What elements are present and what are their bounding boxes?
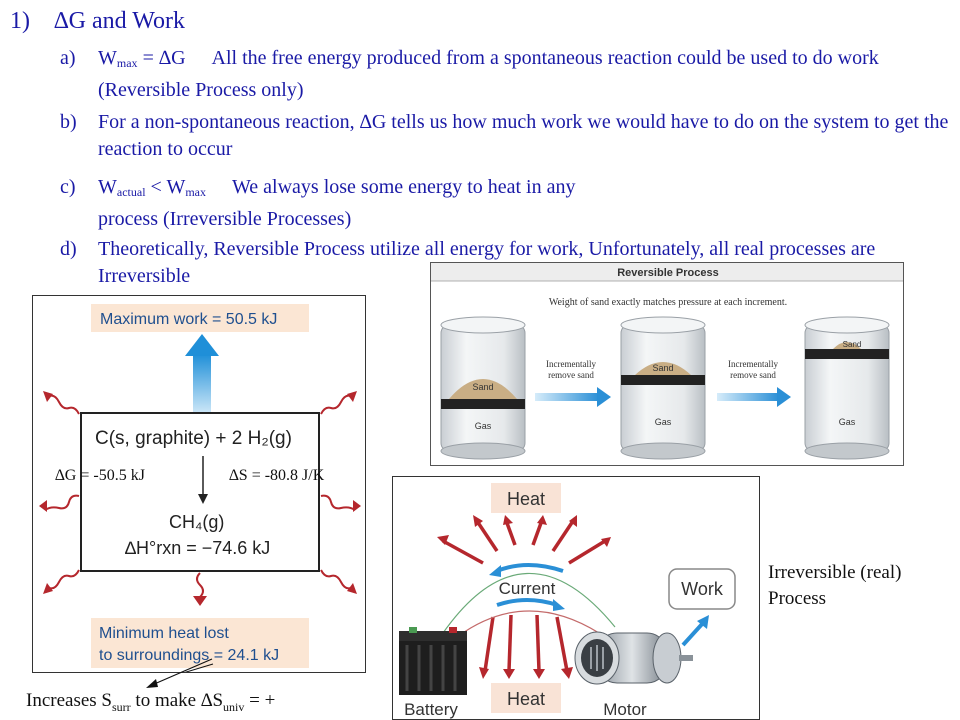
title-number: 1) xyxy=(10,8,30,34)
work-label: Work xyxy=(681,579,723,599)
battery-label: Battery xyxy=(404,700,458,719)
point-c-text: We always lose some energy to heat in any xyxy=(232,176,576,198)
point-a-lead-rest: = ∆G xyxy=(137,47,186,69)
cylinder-3 xyxy=(805,317,889,459)
point-c-label: c) xyxy=(60,176,76,198)
cylinder-1 xyxy=(441,317,525,459)
irreversible-label-line2: Process xyxy=(768,588,827,609)
reversible-figure xyxy=(430,262,904,466)
point-c-text2: process (Irreversible Processes) xyxy=(98,208,352,230)
max-work-label: Maximum work = 50.5 kJ xyxy=(100,311,278,328)
motor-label: Motor xyxy=(603,700,647,719)
work-up-arrow xyxy=(185,334,219,414)
slide-title xyxy=(10,8,185,35)
note-sub-univ: univ xyxy=(223,699,245,714)
reversible-arrow-2 xyxy=(717,359,791,407)
min-heat-line1: Minimum heat lost xyxy=(99,625,229,642)
gas-label-3: Gas xyxy=(838,417,856,427)
gas-label-1: Gas xyxy=(474,421,492,431)
note-mid: to make ∆S xyxy=(130,690,224,711)
reaction-figure xyxy=(32,295,366,673)
point-b-text: For a non-spontaneous reaction, ∆G tells us how much work we would have to do on the system to get the reaction to occur xyxy=(98,111,949,160)
enthalpy: ∆H°rxn = −74.6 kJ xyxy=(125,538,271,558)
product: CH₄(g) xyxy=(169,512,225,532)
reversible-arrow-1 xyxy=(535,359,611,407)
point-a xyxy=(60,45,955,104)
surroundings-note xyxy=(26,688,275,720)
battery xyxy=(399,627,467,695)
sand-label-1: Sand xyxy=(472,382,494,392)
motor xyxy=(575,632,693,684)
sand-label-2: Sand xyxy=(652,363,674,373)
gas-label-2: Gas xyxy=(654,417,672,427)
point-a-lead: W xyxy=(98,47,117,69)
point-b xyxy=(60,109,955,163)
arrow-1-label-2: remove sand xyxy=(548,370,594,380)
sand-label-3: Sand xyxy=(842,340,862,349)
arrow-1-label-1: Incrementally xyxy=(546,359,596,369)
delta-g-value: ∆G = -50.5 kJ xyxy=(55,467,145,484)
cylinder-2 xyxy=(621,317,705,459)
work-arrow xyxy=(683,615,709,645)
delta-s-value: ∆S = -80.8 J/K xyxy=(229,467,325,484)
point-c-lead-sub: actual xyxy=(116,185,146,199)
current-label: Current xyxy=(498,579,556,598)
point-c xyxy=(60,174,955,233)
point-b-label: b) xyxy=(60,111,77,133)
note-pre: Increases S xyxy=(26,690,112,711)
point-d-text: Theoretically, Reversible Process utilize all energy for work, Unfortunately, all real processes are Irreversible xyxy=(98,238,876,287)
heat-top-label: Heat xyxy=(506,489,546,509)
wire-red xyxy=(457,611,599,637)
point-a-text: All the free energy produced from a spontaneous reaction could be used to do work (Reversible Process only) xyxy=(98,47,879,101)
irreversible-figure xyxy=(392,476,760,720)
reversible-caption: Weight of sand exactly matches pressure at each increment. xyxy=(548,297,788,308)
title-text: ∆G and Work xyxy=(54,8,185,34)
heat-bottom-label: Heat xyxy=(506,689,546,709)
arrow-2-label-2: remove sand xyxy=(730,370,776,380)
irreversible-label xyxy=(768,560,901,612)
reaction-figure-art xyxy=(33,296,366,673)
min-heat-line2: to surroundings = 24.1 kJ xyxy=(99,647,280,664)
point-c-lead: W xyxy=(98,176,117,198)
arrow-2-label-1: Incrementally xyxy=(728,359,778,369)
irreversible-label-line1: Irreversible (real) xyxy=(768,562,902,583)
point-c-lead-sub2: max xyxy=(185,185,207,199)
point-a-label: a) xyxy=(60,47,76,69)
point-d-label: d) xyxy=(60,238,77,260)
point-c-lead-mid: < W xyxy=(145,176,186,198)
reversible-title: Reversible Process xyxy=(617,267,719,279)
reactants: C(s, graphite) + 2 H₂(g) xyxy=(95,428,292,449)
point-a-lead-sub: max xyxy=(116,56,138,70)
irreversible-figure-art xyxy=(393,477,760,720)
note-post: = + xyxy=(244,690,276,711)
note-sub-surr: surr xyxy=(112,699,131,714)
reversible-figure-art xyxy=(431,263,904,466)
